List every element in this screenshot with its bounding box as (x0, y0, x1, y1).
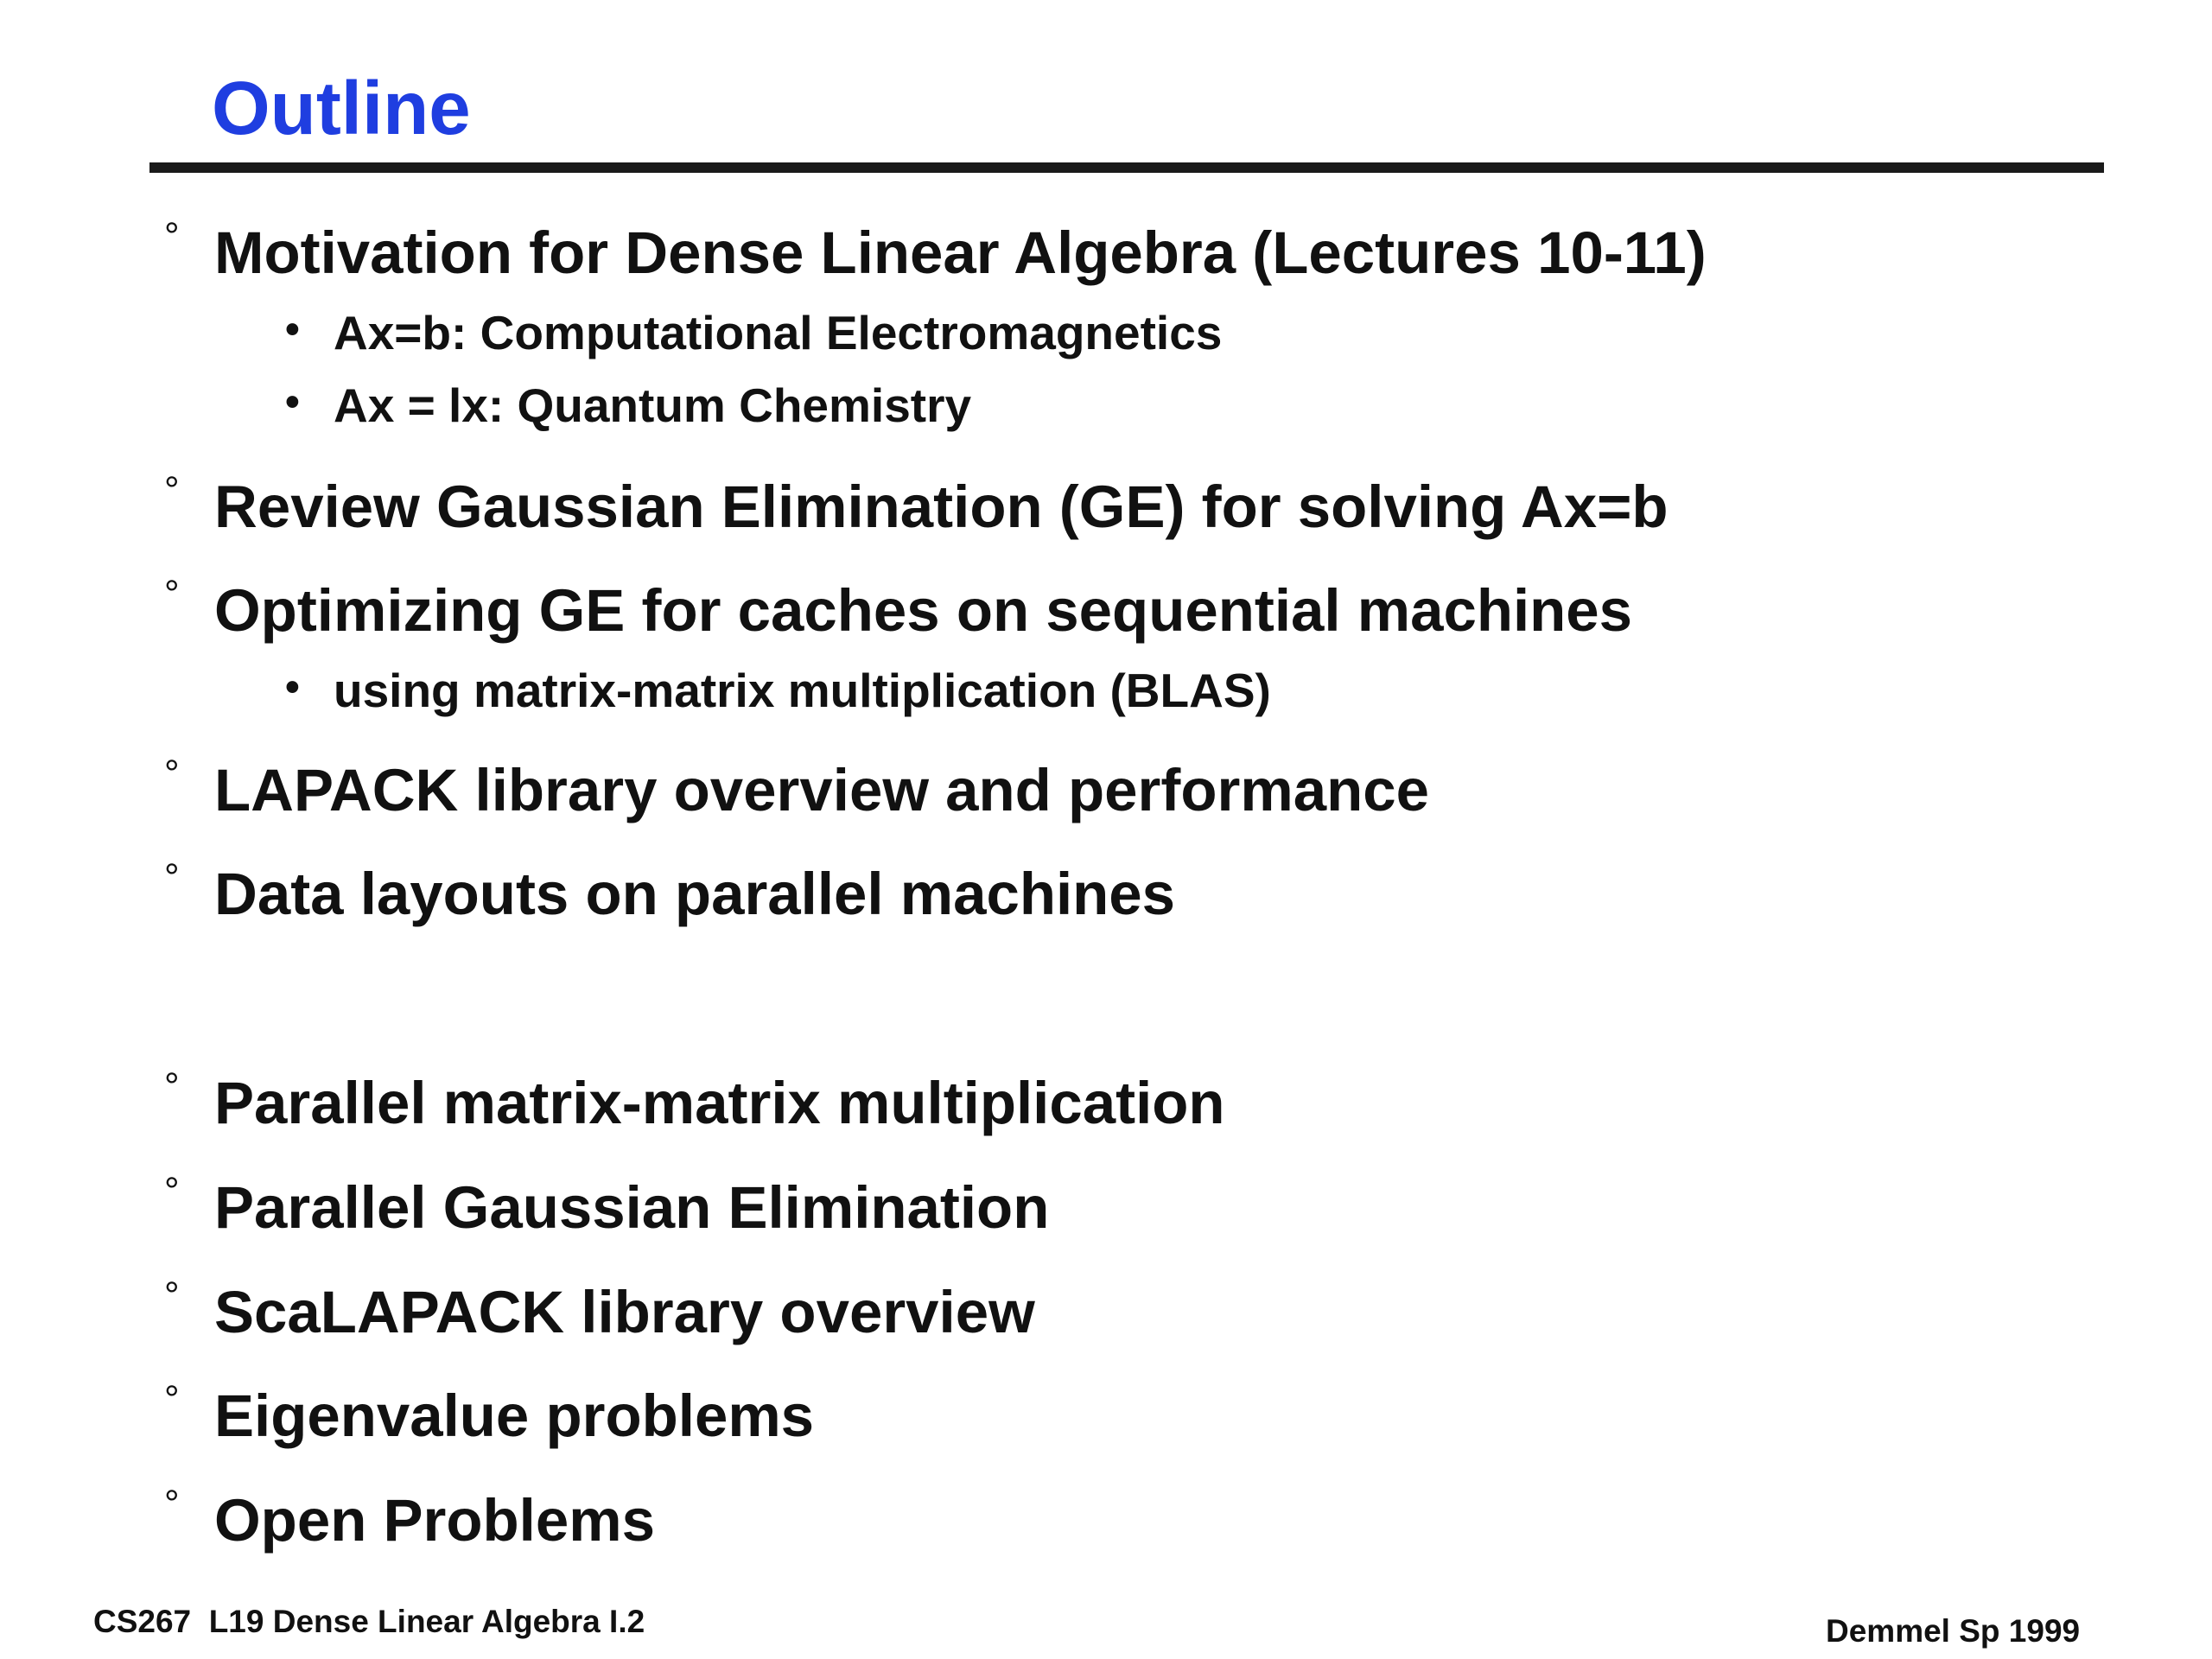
dot-bullet-icon: • (285, 307, 300, 353)
outline-subitem-text: using matrix-matrix multiplication (BLAS) (334, 664, 1271, 717)
outline-item-text: Parallel Gaussian Elimination (214, 1174, 1050, 1241)
outline-item-text: LAPACK library overview and performance (214, 757, 1429, 823)
outline-item-text: Open Problems (214, 1487, 655, 1554)
circle-bullet-icon: ° (164, 753, 180, 795)
circle-bullet-icon: ° (164, 1483, 180, 1525)
outline-item-text: Parallel matrix-matrix multiplication (214, 1070, 1225, 1136)
outline-item-text: Eigenvalue problems (214, 1382, 815, 1449)
footer-course-label: CS267 L19 Dense Linear Algebra I.2 (93, 1604, 645, 1639)
title-underline (149, 162, 2104, 173)
outline-item-text: ScaLAPACK library overview (214, 1279, 1035, 1345)
outline-subitem-text: Ax = lx: Quantum Chemistry (334, 378, 972, 432)
outline-item-text: Motivation for Dense Linear Algebra (Lectures 10-11) (214, 219, 1707, 286)
circle-bullet-icon: ° (164, 469, 180, 512)
outline-item-text: Optimizing GE for caches on sequential machines (214, 577, 1633, 644)
circle-bullet-icon: ° (164, 1170, 180, 1212)
circle-bullet-icon: ° (164, 856, 180, 899)
dot-bullet-icon: • (285, 379, 300, 425)
slide-title: Outline (212, 67, 471, 150)
footer-author-label: Demmel Sp 1999 (1826, 1613, 2081, 1649)
circle-bullet-icon: ° (164, 1378, 180, 1421)
outline-item-text: Review Gaussian Elimination (GE) for solving Ax=b (214, 474, 1669, 540)
circle-bullet-icon: ° (164, 215, 180, 257)
outline-item-text: Data layouts on parallel machines (214, 861, 1176, 927)
circle-bullet-icon: ° (164, 573, 180, 615)
circle-bullet-icon: ° (164, 1274, 180, 1317)
dot-bullet-icon: • (285, 664, 300, 710)
circle-bullet-icon: ° (164, 1065, 180, 1108)
outline-subitem-text: Ax=b: Computational Electromagnetics (334, 306, 1223, 359)
